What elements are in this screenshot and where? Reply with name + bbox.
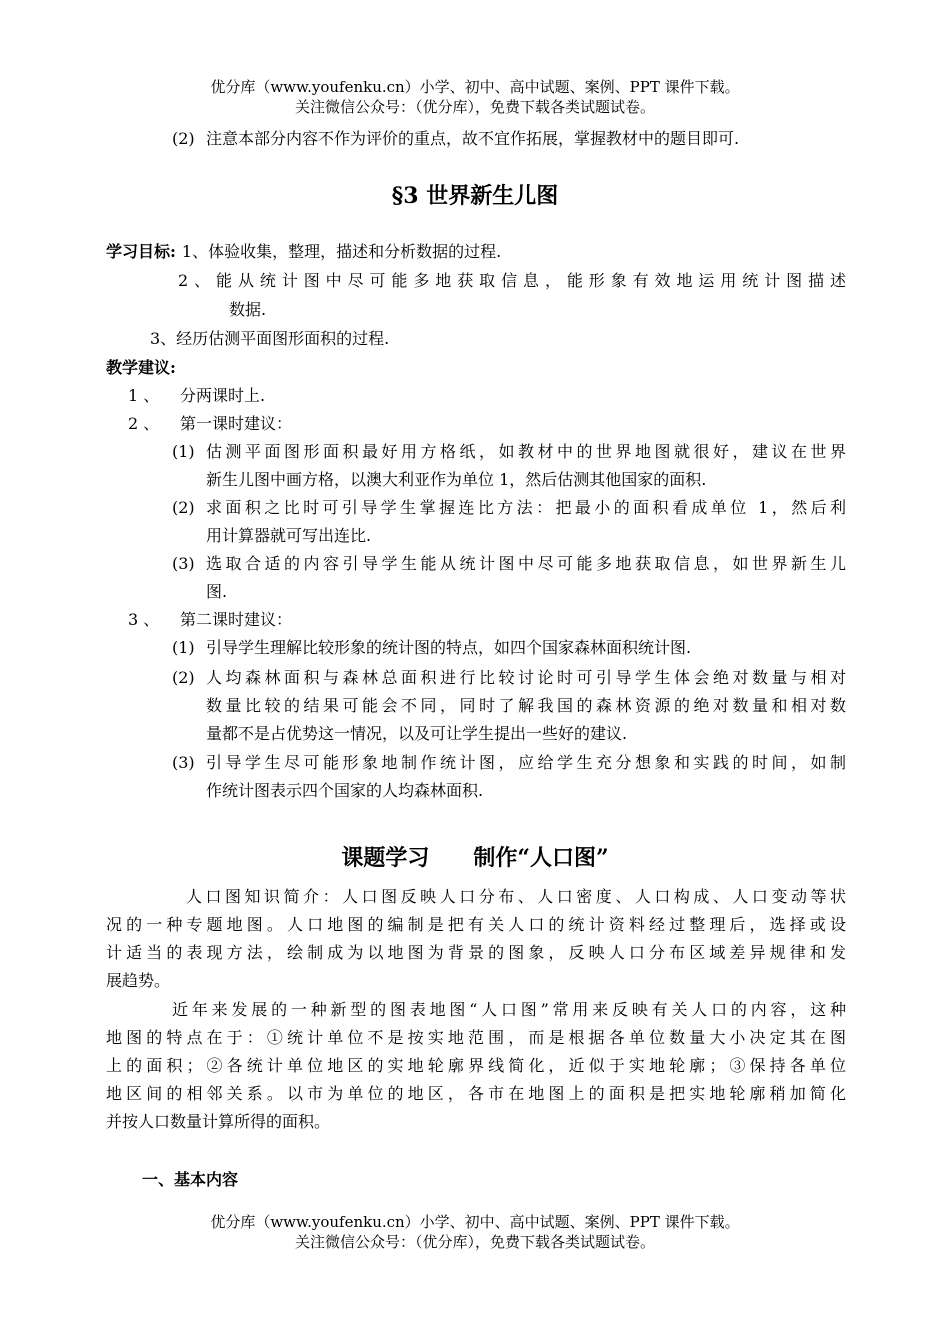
advice-item-2 <box>128 410 292 438</box>
advice-3-sub-3-line-1: 引导学生尽可能形象地制作统计图，应给学生充分想象和实践的时间，如制 <box>206 753 846 772</box>
advice-2-sub-1-number: (1) <box>172 442 195 461</box>
para-1-line-1: 人口图知识简介：人口图反映人口分布、人口密度、人口构成、人口变动等状 <box>186 887 846 906</box>
para-2-line-3: 上的面积；②各统计单位地区的实地轮廓界线简化，近似于实地轮廓；③保持各单位 <box>106 1056 846 1075</box>
advice-item-1 <box>128 382 265 410</box>
advice-item-1-text: 分两课时上. <box>180 386 266 405</box>
goals-line-1 <box>106 238 501 266</box>
header-line-2: 关注微信公众号：（优分库），免费下载各类试题试卷。 <box>294 98 655 116</box>
advice-item-2-text: 第一课时建议： <box>180 414 293 433</box>
advice-3-sub-2-number: (2) <box>172 668 195 687</box>
goal-1: 1、体验收集，整理，描述和分析数据的过程. <box>181 242 502 261</box>
advice-2-sub-1-line-1: 估测平面图形面积最好用方格纸，如教材中的世界地图就很好，建议在世界 <box>206 442 846 461</box>
advice-3-sub-2-line-3: 量都不是占优势这一情况，以及可让学生提出一些好的建议. <box>206 724 628 743</box>
advice-2-sub-3-line-1: 选取合适的内容引导学生能从统计图中尽可能多地获取信息，如世界新生儿 <box>206 554 846 573</box>
advice-3-sub-3-line-2: 作统计图表示四个国家的人均森林面积. <box>206 781 484 800</box>
advice-3-sub-3-number: (3) <box>172 753 195 772</box>
advice-2-sub-2-line-1: 求面积之比时可引导学生掌握连比方法：把最小的面积看成单位 1，然后利 <box>206 498 846 517</box>
para-1-line-4: 展趋势。 <box>106 971 171 990</box>
advice-2-sub-2-number: (2) <box>172 498 195 517</box>
project-title: 课题学习 制作“人口图” <box>341 845 609 871</box>
advice-2-sub-3-number: (3) <box>172 554 195 573</box>
para-1-line-2: 况的一种专题地图。人口地图的编制是把有关人口的统计资料经过整理后，选择或设 <box>106 915 846 934</box>
advice-2-sub-2-line-2: 用计算器就可写出连比. <box>206 526 372 545</box>
advice-item-3-number: 3 、 <box>128 610 160 629</box>
advice-3-sub-1-line-1: 引导学生理解比较形象的统计图的特点，如四个国家森林面积统计图. <box>206 638 692 657</box>
section-title: §3 世界新生儿图 <box>391 183 559 209</box>
advice-item-3 <box>128 606 292 634</box>
para-1-line-3: 计适当的表现方法，绘制成为以地图为背景的图象，反映人口分布区域差异规律和发 <box>106 943 846 962</box>
basic-content-heading: 一、基本内容 <box>142 1170 239 1189</box>
top-note-number: (2) <box>172 129 195 148</box>
advice-3-sub-1-number: (1) <box>172 638 195 657</box>
top-note <box>172 125 739 153</box>
advice-3-sub-2-line-2: 数量比较的结果可能会不同，同时了解我国的森林资源的绝对数量和相对数 <box>206 696 846 715</box>
goal-3: 3、经历估测平面图形面积的过程. <box>150 329 390 348</box>
header-line-1: 优分库（www.youfenku.cn）小学、初中、高中试题、案例、PPT 课件下载。 <box>210 78 740 96</box>
para-2-line-1: 近年来发展的一种新型的图表地图“人口图”常用来反映有关人口的内容，这种 <box>172 1000 846 1019</box>
advice-2-sub-3-line-2: 图. <box>206 582 228 601</box>
advice-item-3-text: 第二课时建议： <box>180 610 293 629</box>
para-2-line-2: 地图的特点在于：①统计单位不是按实地范围，而是根据各单位数量大小决定其在图 <box>106 1028 846 1047</box>
advice-label: 教学建议: <box>106 358 176 377</box>
advice-2-sub-1-line-2: 新生儿图中画方格，以澳大利亚作为单位 1，然后估测其他国家的面积. <box>206 470 707 489</box>
para-2-line-5: 并按人口数量计算所得的面积。 <box>106 1112 331 1131</box>
top-note-text: 注意本部分内容不作为评价的重点，故不宜作拓展，掌握教材中的题目即可. <box>206 129 740 148</box>
goals-label: 学习目标: <box>106 242 176 261</box>
advice-3-sub-2-line-1: 人均森林面积与森林总面积进行比较讨论时可引导学生体会绝对数量与相对 <box>206 668 846 687</box>
footer-line-2: 关注微信公众号：（优分库），免费下载各类试题试卷。 <box>294 1233 655 1251</box>
advice-item-2-number: 2 、 <box>128 414 160 433</box>
advice-item-1-number: 1 、 <box>128 386 160 405</box>
para-2-line-4: 地区间的相邻关系。以市为单位的地区，各市在地图上的面积是把实地轮廓稍加简化 <box>106 1084 846 1103</box>
goal-2-line-2: 数据. <box>229 300 267 319</box>
goal-2-line-1: 2、能从统计图中尽可能多地获取信息，能形象有效地运用统计图描述 <box>178 271 846 290</box>
footer-line-1: 优分库（www.youfenku.cn）小学、初中、高中试题、案例、PPT 课件下载。 <box>210 1213 740 1231</box>
